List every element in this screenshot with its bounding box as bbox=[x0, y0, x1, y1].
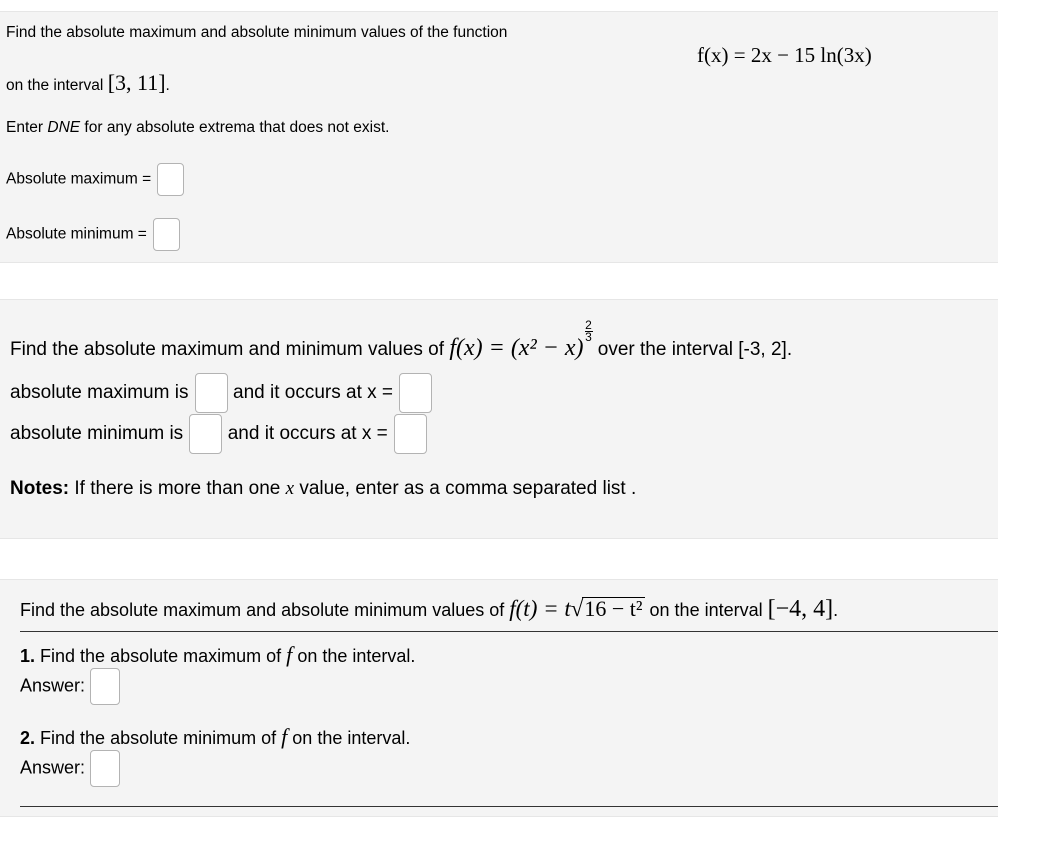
problem1-max-row bbox=[6, 163, 184, 196]
problem2-min-input[interactable] bbox=[189, 414, 222, 454]
problem3-radicand: 16 − t² bbox=[584, 596, 643, 621]
problem3-divider-top bbox=[20, 631, 998, 632]
problem1-interval-prefix: on the interval bbox=[6, 77, 104, 94]
q2-answer-label: Answer: bbox=[20, 757, 86, 778]
dne-prefix: Enter bbox=[6, 119, 44, 136]
problem1-min-input[interactable] bbox=[153, 218, 180, 251]
problem3-interval-prefix: on the interval bbox=[649, 600, 763, 620]
problem2-min-row bbox=[10, 414, 427, 454]
problem2-max-occurs-label: and it occurs at x = bbox=[233, 382, 394, 404]
problem3-interval-suffix: . bbox=[833, 600, 839, 620]
problem2-prompt-prefix: Find the absolute maximum and minimum values of bbox=[10, 339, 445, 360]
q2-number: 2. bbox=[20, 728, 36, 748]
dne-word: DNE bbox=[47, 119, 81, 136]
problem2-min-label: absolute minimum is bbox=[10, 423, 184, 445]
problem1-prompt: Find the absolute maximum and absolute minimum values of the function bbox=[6, 24, 508, 41]
notes-suffix: value, enter as a comma separated list . bbox=[299, 478, 637, 499]
problem3-q1-answer-row bbox=[20, 668, 120, 705]
problem2-notes bbox=[10, 478, 636, 500]
problem2-min-occurs-label: and it occurs at x = bbox=[227, 423, 388, 445]
problem1-max-input[interactable] bbox=[157, 163, 184, 196]
problem1-dne-note bbox=[6, 119, 389, 137]
problem1-function-text: f(x) = 2x − 15 ln(3x) bbox=[697, 43, 872, 67]
q1-number: 1. bbox=[20, 646, 36, 666]
problem2-max-input[interactable] bbox=[195, 373, 228, 413]
dne-suffix: for any absolute extrema that does not exist. bbox=[84, 119, 390, 136]
problem3-q2 bbox=[20, 724, 410, 750]
exponent-numerator: 2 bbox=[585, 318, 592, 332]
problem3-prompt: Find the absolute maximum and absolute minimum values of f(t) = t√16 − t² on the interval [−4, 4]. bbox=[20, 596, 839, 622]
problem2-min-x-input[interactable] bbox=[394, 414, 427, 454]
problem1-interval: [3, 11] bbox=[107, 70, 166, 95]
problem2-prompt bbox=[10, 320, 792, 362]
problem1-interval-line bbox=[6, 70, 170, 96]
q2-suffix: on the interval. bbox=[292, 728, 411, 748]
q1-suffix: on the interval. bbox=[297, 646, 416, 666]
problem2-function: f(x) = (x² − x) bbox=[449, 335, 584, 361]
notes-label: Notes: bbox=[10, 478, 70, 499]
problem3-divider-bottom bbox=[20, 806, 998, 807]
problem3-interval: [−4, 4] bbox=[767, 596, 834, 622]
q2-variable: f bbox=[281, 724, 288, 749]
problem3-panel bbox=[0, 579, 998, 817]
problem2-max-label: absolute maximum is bbox=[10, 382, 189, 404]
exponent-denominator: 3 bbox=[585, 330, 592, 344]
notes-prefix: If there is more than one bbox=[74, 478, 281, 499]
q1-answer-label: Answer: bbox=[20, 675, 86, 696]
q1-variable: f bbox=[286, 642, 293, 667]
problem2-prompt-suffix: over the interval [-3, 2]. bbox=[597, 339, 793, 360]
notes-variable: x bbox=[285, 478, 295, 499]
problem1-interval-suffix: . bbox=[165, 77, 170, 94]
problem2-max-x-input[interactable] bbox=[399, 373, 432, 413]
problem1-min-row bbox=[6, 218, 180, 251]
problem3-q1 bbox=[20, 642, 415, 668]
q2-prefix: Find the absolute minimum of bbox=[40, 728, 277, 748]
problem3-prompt-prefix: Find the absolute maximum and absolute minimum values of bbox=[20, 600, 505, 620]
q1-answer-input[interactable] bbox=[90, 668, 120, 705]
problem3-function: f(t) = t bbox=[509, 596, 571, 621]
problem1-panel bbox=[0, 11, 998, 263]
problem2-panel bbox=[0, 299, 998, 539]
problem3-q2-answer-row bbox=[20, 750, 120, 787]
problem1-min-label: Absolute minimum = bbox=[6, 225, 147, 243]
problem1-function bbox=[697, 43, 872, 68]
problem1-max-label: Absolute maximum = bbox=[6, 170, 152, 188]
problem2-max-row bbox=[10, 373, 432, 413]
q2-answer-input[interactable] bbox=[90, 750, 120, 787]
problem2-exponent bbox=[585, 320, 593, 342]
q1-prefix: Find the absolute maximum of bbox=[40, 646, 282, 666]
